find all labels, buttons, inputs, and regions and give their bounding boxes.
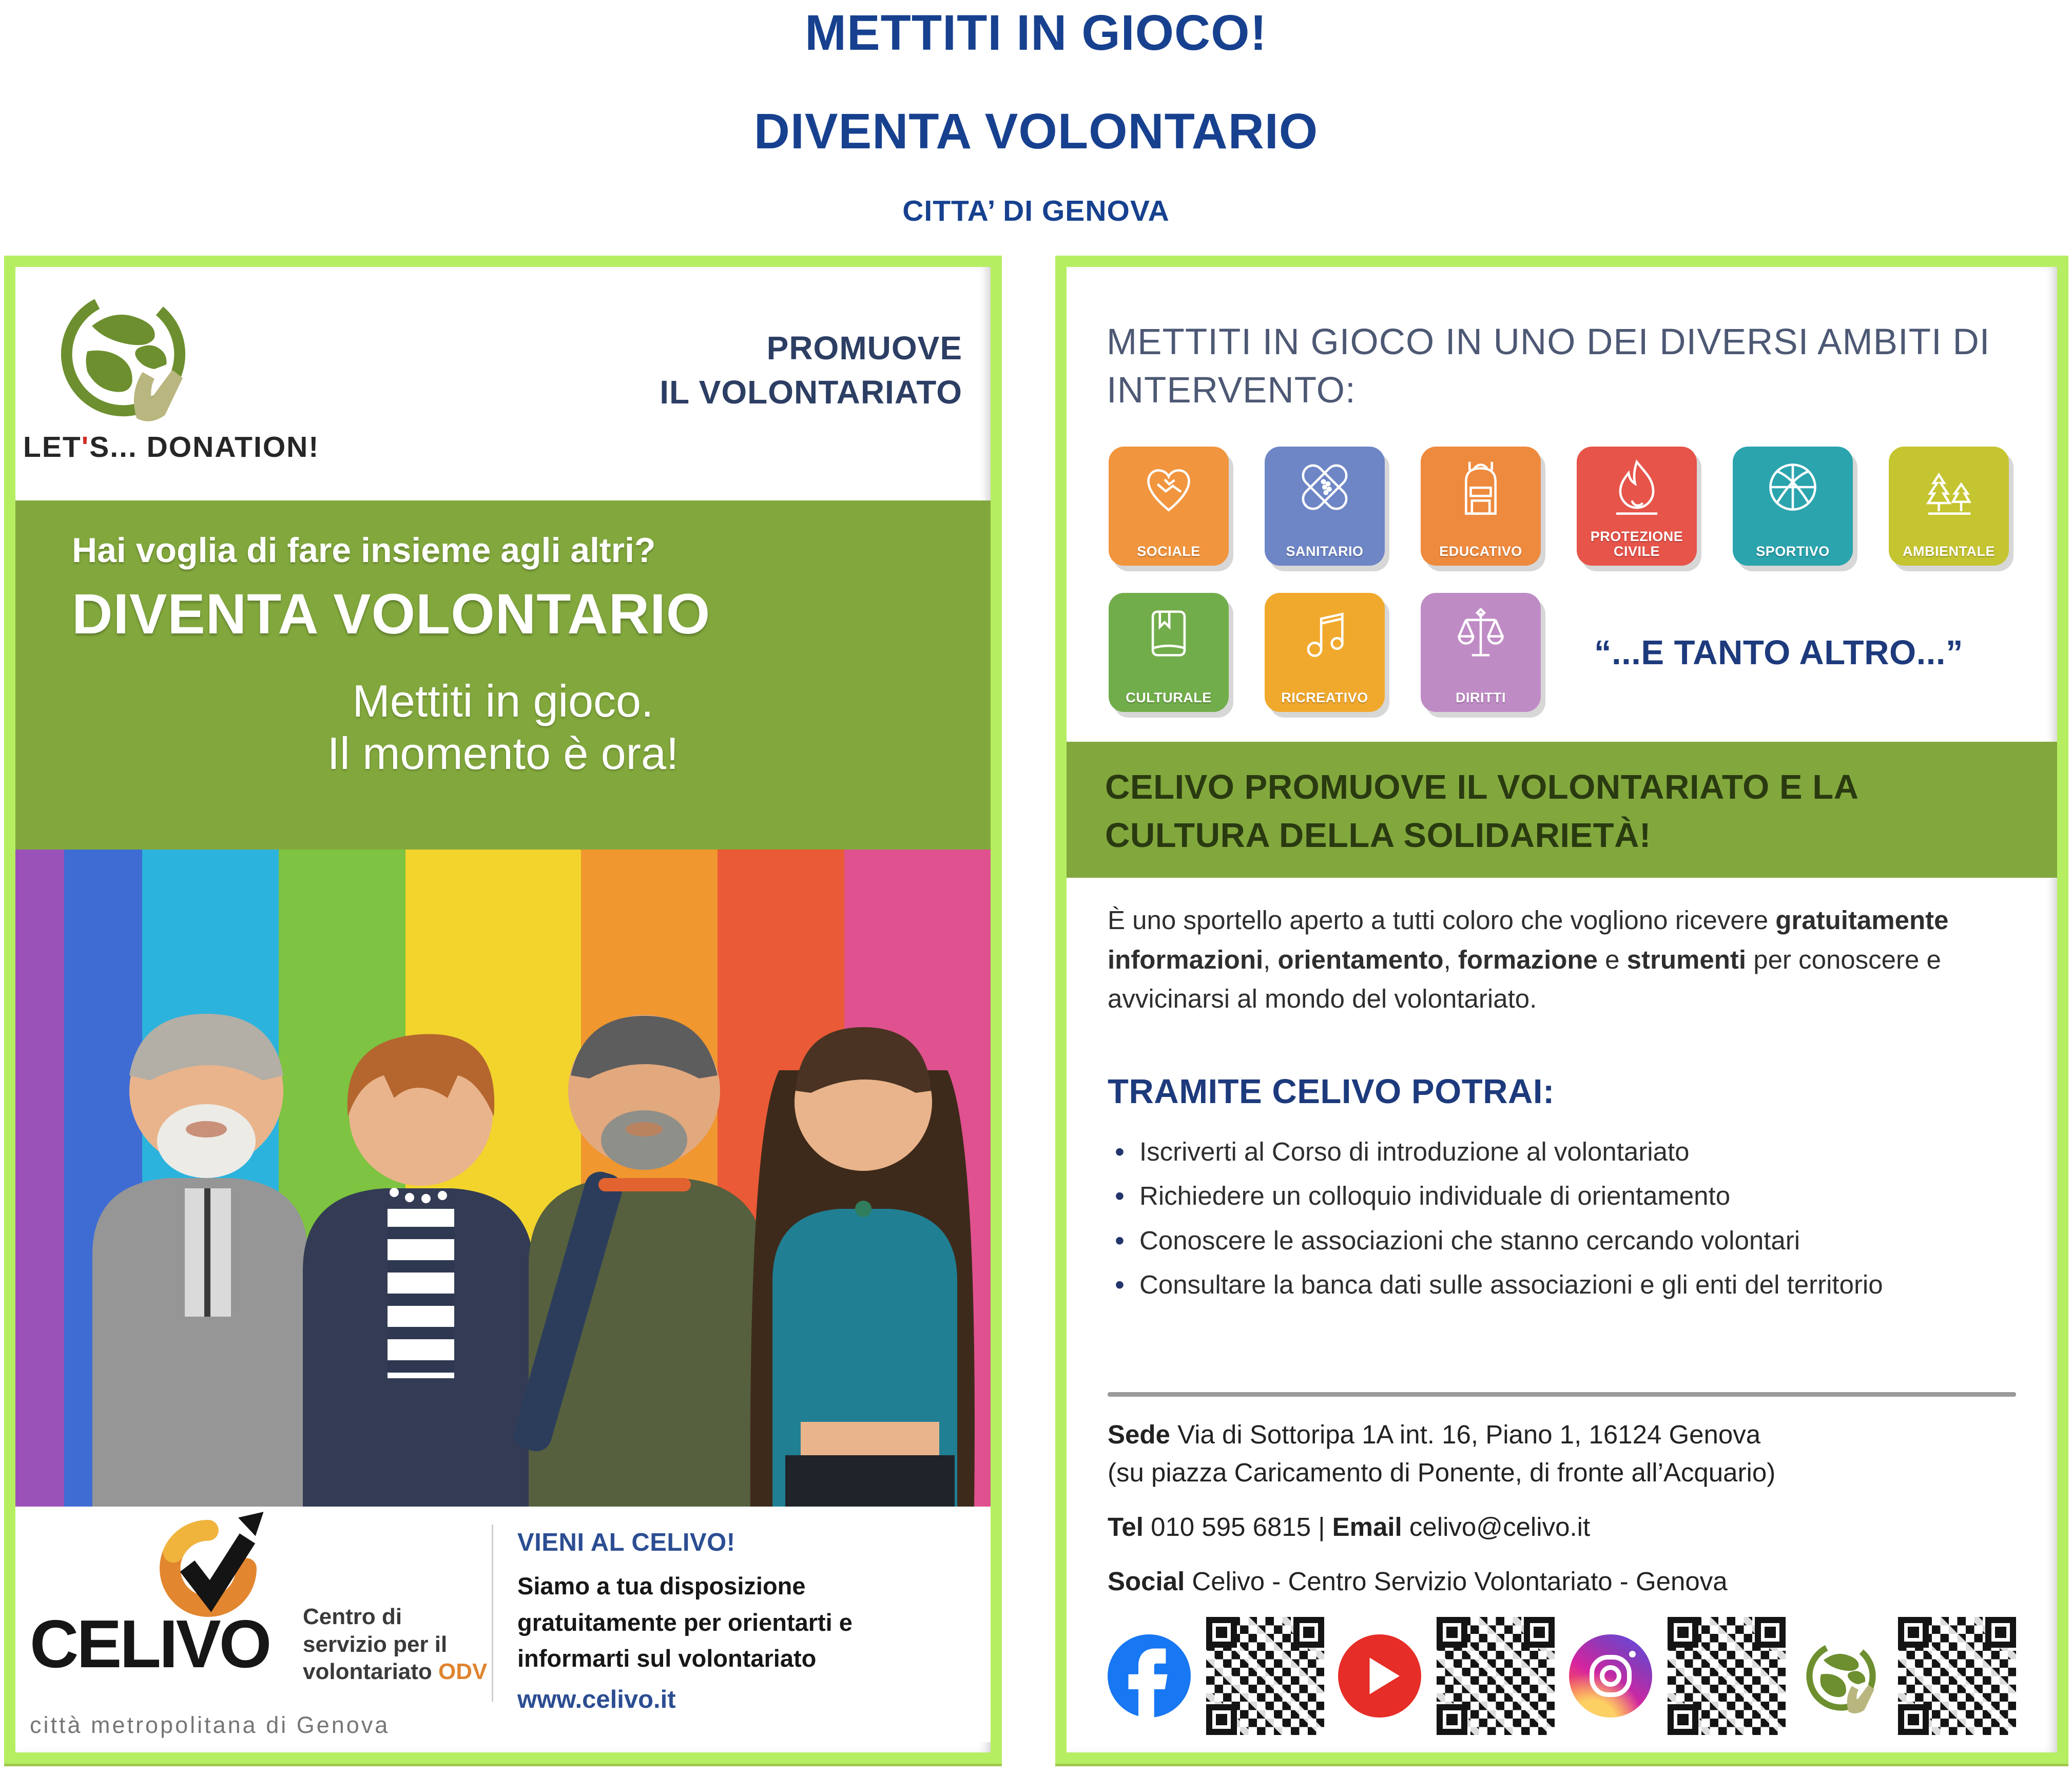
qr-code-youtube[interactable] [1437,1617,1555,1735]
flame-icon [1604,455,1669,519]
tramite-bullet-list [1108,1133,2037,1311]
green-claim-band [15,500,991,850]
right-flyer-panel [1055,256,2068,1764]
lets-donation-globe-icon [44,280,203,429]
celivo-subline: città metropolitana di Genova [30,1712,390,1738]
qr-code-facebook[interactable] [1206,1617,1324,1735]
band-line4: Il momento è ora! [327,728,679,779]
tile-protezione-civile: PROTEZIONE CIVILE [1577,447,1697,566]
youtube-group [1338,1617,1555,1735]
email-address[interactable]: celivo@celivo.it [1402,1512,1591,1541]
list-item: • Richiedere un colloquio individuale di orientamento [1108,1178,2037,1214]
sede-line: Sede Via di Sottoripa 1A int. 16, Piano 1, 16124 Genova (su piazza Caricamento di Ponente, di fronte all’Acquario) [1108,1420,1776,1487]
celivo-promuove-band: CELIVO PROMUOVE IL VOLONTARIATO E LA CULTURA DELLA SOLIDARIETÀ! [1067,742,2057,878]
horizontal-divider [1108,1392,2016,1397]
social-line: Social Celivo - Centro Servizio Volontariato - Genova [1108,1566,1728,1596]
page-city: CITTA’ DI GENOVA [902,195,1170,227]
scales-icon [1448,601,1513,666]
volunteers-photo [15,850,991,1507]
lets-donation-wordmark: LET'S... DONATION! [23,431,320,464]
contact-block [1108,1416,2031,1601]
handshake-heart-icon [1136,455,1201,519]
band-question: Hai voglia di fare insieme agli altri? [72,531,656,570]
list-item: • Iscriverti al Corso di introduzione al volontariato [1108,1133,2037,1170]
trees-icon [1916,455,1981,519]
celivo-wordmark: CELIVO [30,1606,270,1682]
instagram-group [1569,1617,1786,1735]
red-apostrophe: ' [81,431,90,464]
vieni-body: Siamo a tua disposizione gratuitamente per orientarti e informarti sul volontariato [517,1572,853,1672]
vieni-title: VIENI AL CELIVO! [517,1529,735,1556]
social-qr-row [1108,1613,2016,1739]
lets-donation-globe-icon[interactable] [1799,1634,1883,1718]
tile-sanitario: SANITARIO [1265,447,1385,566]
youtube-icon[interactable] [1338,1634,1421,1718]
band-line3: Mettiti in gioco. [352,676,654,726]
sportello-paragraph: È uno sportello aperto a tutti coloro che vogliono ricevere gratuitamente informazioni, orientamento, formazione e strumenti per conoscere e avvicinarsi al mondo del volontariato. [1108,905,1949,1013]
band-headline: DIVENTA VOLONTARIO [72,583,711,646]
list-item: • Conoscere le associazioni che stanno cercando volontari [1108,1222,2037,1259]
promuove-claim: PROMUOVE IL VOLONTARIATO [660,330,962,411]
instagram-icon[interactable] [1569,1634,1652,1718]
crossed-bandages-icon [1292,455,1357,519]
tile-diritti: DIRITTI [1421,593,1541,712]
list-item: • Consultare la banca dati sulle associazioni e gli enti del territorio [1108,1266,2037,1303]
tel-email-line: Tel 010 595 6815 | Email celivo@celivo.it [1108,1512,1591,1541]
page-title: METTITI IN GIOCO! [805,5,1267,61]
tile-educativo: EDUCATIVO [1421,447,1541,566]
e-tanto-altro-text: “...E TANTO ALTRO...” [1594,633,1963,672]
music-notes-icon [1292,601,1357,666]
celivo-descriptor: Centro di servizio per il volontariato ODV [303,1604,488,1685]
backpack-icon [1448,455,1513,519]
book-icon [1136,601,1201,666]
qr-code-instagram[interactable] [1668,1617,1786,1735]
tile-culturale: CULTURALE [1109,593,1229,712]
vieni-al-celivo-block [517,1528,964,1714]
tiles-row-2 [1109,593,1963,712]
person-young-woman [750,1027,975,1507]
tramite-title: TRAMITE CELIVO POTRAI: [1108,1072,1555,1111]
tile-ambientale: AMBIENTALE [1889,447,2009,566]
tile-ricreativo: RICREATIVO [1265,593,1385,712]
left-footer [15,1507,991,1742]
page-subtitle: DIVENTA VOLONTARIO [753,103,1319,159]
lets-donation-group [1799,1617,2016,1735]
facebook-group [1108,1617,1324,1735]
tiles-row-1 [1109,447,2009,566]
left-flyer-panel [4,256,1002,1764]
tile-sociale: SOCIALE [1109,447,1229,566]
celivo-website-link[interactable]: www.celivo.it [517,1685,676,1713]
tile-sportivo: SPORTIVO [1733,447,1853,566]
basketball-icon [1760,455,1825,519]
vertical-divider [492,1525,493,1702]
ambiti-heading: METTITI IN GIOCO IN UNO DEI DIVERSI AMBITI DI INTERVENTO: [1107,322,1990,411]
odv-tag: ODV [438,1659,488,1685]
qr-code-lets-donation[interactable] [1898,1617,2016,1735]
facebook-icon[interactable] [1108,1634,1191,1718]
